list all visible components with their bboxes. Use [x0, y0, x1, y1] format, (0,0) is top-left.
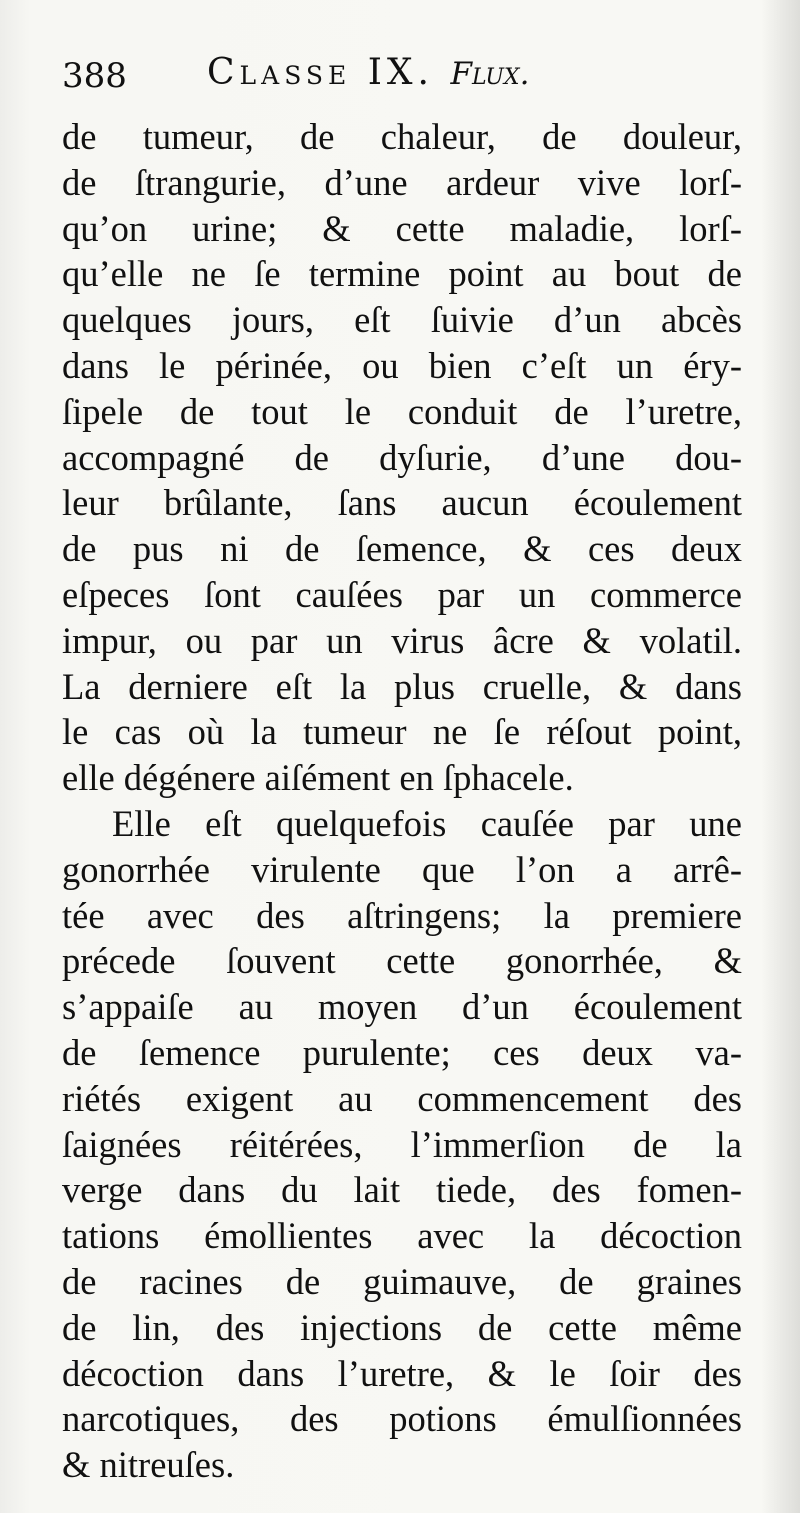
page-edge-shadow — [762, 0, 800, 1513]
text-line: ſaignées réitérées, l’immerſion de la — [62, 1123, 742, 1165]
text-line: le cas où la tumeur ne ſe réſout point, — [62, 711, 742, 753]
text-line: La derniere eſt la plus cruelle, & dans — [62, 665, 742, 707]
text-line: de ſemence purulente; ces deux va- — [62, 1031, 742, 1073]
text-line: de ſtrangurie, d’une ardeur vive lorſ- — [62, 161, 742, 203]
text-line: quelques jours, eſt ſuivie d’un abcès — [62, 299, 742, 341]
body-text — [62, 114, 742, 1488]
running-title-class: Classe IX. — [207, 52, 434, 93]
text-line: précede ſouvent cette gonorrhée, & — [62, 940, 742, 982]
text-line: qu’elle ne ſe termine point au bout de — [62, 253, 742, 295]
text-line: ſipele de tout le conduit de l’uretre, — [62, 390, 742, 432]
text-line: verge dans du lait tiede, des fomen- — [62, 1169, 742, 1211]
text-line: dans le périnée, ou bien c’eſt un éry- — [62, 344, 742, 386]
text-line: tations émollientes avec la décoction — [62, 1215, 742, 1257]
text-line: Elle eſt quelquefois cauſée par une — [112, 802, 742, 844]
text-line: & nitreuſes. — [62, 1444, 235, 1486]
text-line: qu’on urine; & cette maladie, lorſ- — [62, 207, 742, 249]
text-line: impur, ou par un virus âcre & volatil. — [62, 619, 742, 661]
text-line: de pus ni de ſemence, & ces deux — [62, 528, 742, 570]
text-line: s’appaiſe au moyen d’un écoulement — [62, 986, 742, 1028]
text-line: de racines de guimauve, de graines — [62, 1260, 742, 1302]
text-line: tée avec des aſtringens; la premiere — [62, 894, 742, 936]
text-line: de lin, des injections de cette même — [62, 1306, 742, 1348]
text-line: elle dégénere aiſément en ſphacele. — [62, 757, 574, 799]
running-title — [207, 52, 529, 93]
text-line: narcotiques, des potions émulſionnées — [62, 1398, 742, 1440]
text-line: leur brûlante, ſans aucun écoulement — [62, 482, 742, 524]
text-line: de tumeur, de chaleur, de douleur, — [62, 116, 742, 157]
text-line: accompagné de dyſurie, d’une dou- — [62, 436, 742, 478]
page-header — [62, 52, 742, 102]
text-line: eſpeces ſont cauſées par un commerce — [62, 573, 742, 615]
text-line: riétés exigent au commencement des — [62, 1077, 742, 1119]
text-line: gonorrhée virulente que l’on a arrê- — [62, 848, 742, 890]
running-title-section: Flux. — [450, 56, 530, 92]
page-number: 388 — [62, 56, 127, 96]
text-line: décoction dans l’uretre, & le ſoir des — [62, 1352, 742, 1394]
